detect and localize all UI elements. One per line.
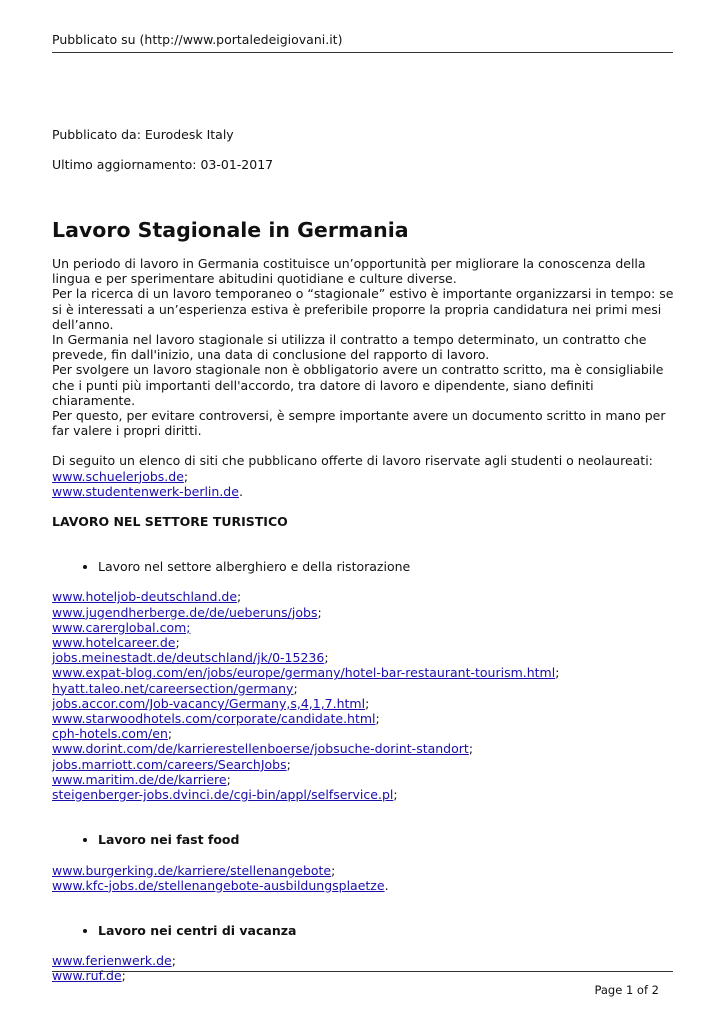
link[interactable]: www.ruf.de <box>52 968 122 984</box>
published-by: Pubblicato da: Eurodesk Italy <box>52 127 234 142</box>
link-suffix: ; <box>171 953 176 969</box>
link-suffix: ; <box>175 635 180 651</box>
link-line <box>52 878 677 893</box>
hotel-bullet: • Lavoro nel settore alberghiero e della ristorazione <box>98 559 677 574</box>
last-updated: Ultimo aggiornamento: 03-01-2017 <box>52 157 274 173</box>
link[interactable]: jobs.accor.com/Job-vacancy/Germany,s,4,1,7.html <box>52 695 366 711</box>
link-suffix: ; <box>167 726 173 742</box>
link-line <box>52 953 677 968</box>
link-suffix: ; <box>365 695 370 711</box>
link-suffix: ; <box>317 604 322 620</box>
link-line <box>52 469 677 484</box>
vacation-bullet-list <box>52 923 677 938</box>
article-body <box>52 256 677 984</box>
link-line <box>52 711 677 726</box>
students-intro: Di seguito un elenco di siti che pubblicano offerte di lavoro riservate agli studenti o neolaureati: <box>52 453 653 469</box>
link-line <box>52 650 677 665</box>
link-suffix: ; <box>393 787 398 803</box>
link[interactable]: www.carerglobal.com; <box>52 619 191 635</box>
link[interactable]: www.hoteljob-deutschland.de <box>52 589 238 605</box>
hotel-links <box>52 589 677 802</box>
link-line <box>52 665 677 680</box>
link[interactable]: cph-hotels.com/en <box>52 726 168 742</box>
link-suffix: ; <box>375 711 380 727</box>
link[interactable]: jobs.meinestadt.de/deutschland/jk/0-15236 <box>52 650 325 666</box>
link[interactable]: www.schuelerjobs.de <box>52 468 184 484</box>
link-suffix: ; <box>331 862 336 878</box>
header-source: Pubblicato su (http://www.portaledeigiovani.it) <box>52 32 343 47</box>
link-suffix: ; <box>237 589 242 605</box>
paragraph: Per svolgere un lavoro stagionale non è obbligatorio avere un contratto scritto, ma è consigliabile che i punti più importanti dell'accordo, tra datore di lavoro e dipendente, siano definiti chiaramente. <box>52 362 664 408</box>
link-suffix: ; <box>293 680 298 696</box>
link[interactable]: www.studentenwerk-berlin.de <box>52 483 239 499</box>
link-line <box>52 589 677 604</box>
students-links <box>52 469 677 499</box>
vacation-links <box>52 953 677 983</box>
paragraph: Per la ricerca di un lavoro temporaneo o “stagionale” estivo è importante organizzarsi in tempo: se si è interessati a un’esperienza estiva è preferibile proporre la propria candidatura nei primi mesi dell’anno. <box>52 286 674 332</box>
link[interactable]: www.jugendherberge.de/de/ueberuns/jobs <box>52 604 318 620</box>
link[interactable]: www.expat-blog.com/en/jobs/europe/germany/hotel-bar-restaurant-tourism.html <box>52 665 556 681</box>
link-suffix: . <box>238 483 243 499</box>
page-header <box>52 32 673 53</box>
link-line <box>52 484 677 499</box>
vacation-bullet: • Lavoro nei centri di vacanza <box>98 923 677 938</box>
link-line <box>52 681 677 696</box>
link-line <box>52 772 677 787</box>
link-suffix: . <box>384 877 389 893</box>
link[interactable]: www.dorint.com/de/karrierestellenboerse/jobsuche-dorint-standort <box>52 741 469 757</box>
meta-block <box>52 127 673 187</box>
link-line <box>52 757 677 772</box>
link-line <box>52 605 677 620</box>
fastfood-links <box>52 863 677 893</box>
link-suffix: ; <box>286 756 291 772</box>
link[interactable]: www.ferienwerk.de <box>52 953 172 969</box>
link-line <box>52 726 677 741</box>
page-number: Page 1 of 2 <box>594 983 659 997</box>
fastfood-bullet: • Lavoro nei fast food <box>98 832 677 847</box>
link[interactable]: www.kfc-jobs.de/stellenangebote-ausbildungsplaetze <box>52 877 385 893</box>
link-suffix: ; <box>324 650 329 666</box>
link-suffix: ; <box>226 771 231 787</box>
link-line <box>52 620 677 635</box>
link-line <box>52 787 677 802</box>
link-line <box>52 696 677 711</box>
paragraph: In Germania nel lavoro stagionale si utilizza il contratto a tempo determinato, un contratto che prevede, fin dall'inizio, una data di conclusione del rapporto di lavoro. <box>52 332 647 363</box>
hotel-bullet-list <box>52 559 677 574</box>
link[interactable]: www.burgerking.de/karriere/stellenangebote <box>52 862 332 878</box>
paragraph: Per questo, per evitare controversi, è sempre importante avere un documento scritto in mano per far valere i propri diritti. <box>52 408 666 439</box>
link[interactable]: steigenberger-jobs.dvinci.de/cgi-bin/appl/selfservice.pl <box>52 787 394 803</box>
link[interactable]: hyatt.taleo.net/careersection/germany <box>52 680 294 696</box>
section-tourism-heading: LAVORO NEL SETTORE TURISTICO <box>52 514 288 530</box>
link[interactable]: jobs.marriott.com/careers/SearchJobs <box>52 756 287 772</box>
link-suffix: ; <box>121 968 126 984</box>
link-suffix: ; <box>555 665 560 681</box>
fastfood-bullet-list <box>52 832 677 847</box>
link-line <box>52 741 677 756</box>
link-suffix: ; <box>468 741 474 757</box>
link[interactable]: www.maritim.de/de/karriere <box>52 771 227 787</box>
link-line <box>52 635 677 650</box>
link-suffix: ; <box>183 468 189 484</box>
paragraph: Un periodo di lavoro in Germania costituisce un’opportunità per migliorare la conoscenza della lingua e per sperimentare abitudini quotidiane e culture diverse. <box>52 256 646 287</box>
link[interactable]: www.starwoodhotels.com/corporate/candidate.html <box>52 711 376 727</box>
link-line <box>52 863 677 878</box>
link[interactable]: www.hotelcareer.de <box>52 635 176 651</box>
page-title: Lavoro Stagionale in Germania <box>52 218 409 242</box>
